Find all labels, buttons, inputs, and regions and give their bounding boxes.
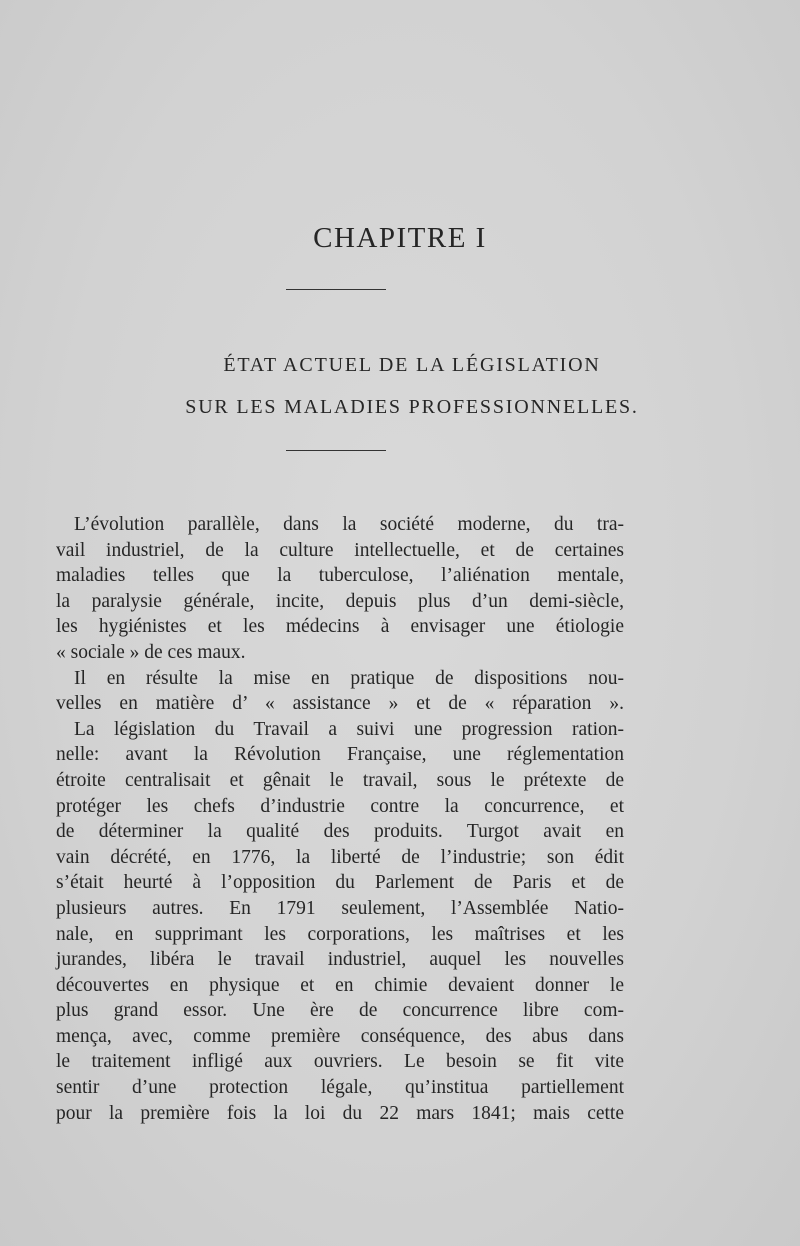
text-line: protéger les chefs d’industrie contre la concurrence, et — [56, 795, 624, 817]
text-line: les hygiénistes et les médecins à envisager une étiologie — [56, 616, 624, 638]
text-line: de déterminer la qualité des produits. Turgot avait en — [56, 821, 624, 843]
section-heading-line-2: SUR LES MALADIES PROFESSIONNELLES. — [185, 396, 639, 418]
text-line: « sociale » de ces maux. — [56, 641, 246, 663]
text-line: jurandes, libéra le travail industriel, auquel les nouvelles — [56, 949, 624, 971]
text-line: nelle: avant la Révolution Française, une réglementation — [56, 744, 624, 766]
section-heading-line-1: ÉTAT ACTUEL DE LA LÉGISLATION — [223, 354, 601, 376]
text-line: découvertes en physique et en chimie devaient donner le — [56, 974, 624, 996]
text-line: Il en résulte la mise en pratique de dispositions nou- — [74, 667, 624, 689]
text-line: plusieurs autres. En 1791 seulement, l’Assemblée Natio- — [56, 897, 624, 919]
text-line: nale, en supprimant les corporations, les maîtrises et les — [56, 923, 624, 945]
text-line: le traitement infligé aux ouvriers. Le besoin se fit vite — [56, 1051, 624, 1073]
text-line: velles en matière d’ « assistance » et de « réparation ». — [56, 693, 624, 715]
text-line: pour la première fois la loi du 22 mars 1841; mais cette — [56, 1102, 624, 1124]
text-line: vail industriel, de la culture intellectuelle, et de certaines — [56, 539, 624, 561]
text-line: La législation du Travail a suivi une progression ration- — [74, 718, 624, 740]
heading-divider — [286, 450, 386, 451]
text-line: sentir d’une protection légale, qu’institua partiellement — [56, 1077, 624, 1099]
text-line: mença, avec, comme première conséquence, des abus dans — [56, 1025, 624, 1047]
title-divider — [286, 289, 386, 290]
text-line: étroite centralisait et gênait le travail, sous le prétexte de — [56, 769, 624, 791]
text-line: plus grand essor. Une ère de concurrence libre com- — [56, 1000, 624, 1022]
text-line: la paralysie générale, incite, depuis plus d’un demi-siècle, — [56, 590, 624, 612]
body-text — [56, 512, 624, 1126]
chapter-title: CHAPITRE I — [313, 222, 487, 254]
text-line: maladies telles que la tuberculose, l’aliénation mentale, — [56, 565, 624, 587]
text-line: L’évolution parallèle, dans la société moderne, du tra- — [74, 514, 624, 535]
text-line: vain décrété, en 1776, la liberté de l’industrie; son édit — [56, 846, 624, 868]
text-line: s’était heurté à l’opposition du Parlement de Paris et de — [56, 872, 624, 894]
